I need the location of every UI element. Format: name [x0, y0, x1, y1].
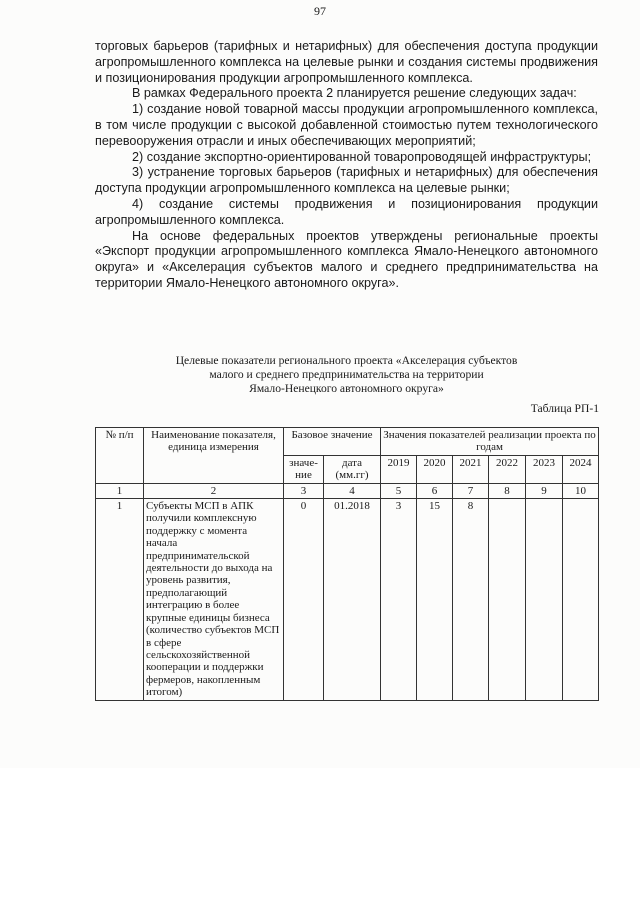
table-row	[96, 499, 599, 701]
task-item: 1) создание новой товарной массы продукции агропромышленного комплекса, в том числе продукции с высокой добавленной стоимостью путем технологического перевооружения отрасли и иных обеспечивающих мероприятий;	[95, 102, 598, 148]
year-value: 8	[453, 499, 489, 701]
caption-line: Целевые показатели регионального проекта «Акселерация субъектов	[175, 354, 518, 367]
header-year: 2024	[563, 455, 599, 483]
year-value: 3	[381, 499, 417, 701]
paragraph: На основе федеральных проектов утверждены региональные проекты «Экспорт продукции агропромышленного комплекса Ямало-Ненецкого автономного округа» и «Акселерация субъектов малого и среднего предпринимательства на территории Ямало-Ненецкого автономного округа».	[95, 228, 598, 290]
header-year: 2021	[453, 455, 489, 483]
table-header-row	[96, 428, 599, 456]
header-name: Наименование показателя, единица измерения	[144, 428, 284, 484]
year-value	[563, 499, 599, 701]
paragraph: торговых барьеров (тарифных и нетарифных) для обеспечения доступа продукции агропромышленного комплекса на целевые рынки и создания системы продвижения и позиционирования продукции агропромышленного комплекса.	[95, 39, 598, 85]
column-number: 6	[417, 483, 453, 498]
column-number: 7	[453, 483, 489, 498]
header-year: 2023	[526, 455, 563, 483]
header-year: 2019	[381, 455, 417, 483]
header-year: 2022	[489, 455, 526, 483]
column-number: 2	[144, 483, 284, 498]
year-value	[526, 499, 563, 701]
column-number: 5	[381, 483, 417, 498]
table-caption	[95, 354, 598, 397]
column-number: 4	[324, 483, 381, 498]
row-num: 1	[96, 499, 144, 701]
column-number: 1	[96, 483, 144, 498]
column-number: 9	[526, 483, 563, 498]
task-item: 4) создание системы продвижения и позиционирования продукции агропромышленного комплекса.	[95, 196, 598, 227]
column-numbers-row	[96, 483, 599, 498]
column-number: 3	[284, 483, 324, 498]
base-date: 01.2018	[324, 499, 381, 701]
header-num: № п/п	[96, 428, 144, 484]
header-value: значе-ние	[284, 455, 324, 483]
column-number: 8	[489, 483, 526, 498]
task-item: 2) создание экспортно-ориентированной товаропроводящей инфраструктуры;	[132, 149, 592, 164]
indicators-table	[95, 427, 599, 701]
task-item: 3) устранение торговых барьеров (тарифных и нетарифных) для обеспечения доступа продукции агропромышленного комплекса на целевые рынки;	[95, 165, 598, 196]
indicator-name: Субъекты МСП в АПК получили комплексную поддержку с момента начала предпринимательской деятельности до выхода на уровень развития, предполагающий интеграцию в более крупные единицы бизнеса (количество субъектов МСП в сфере сельскохозяйственной кооперации и поддержки фермеров, накопленным итогом)	[144, 499, 284, 701]
year-value: 15	[417, 499, 453, 701]
header-base: Базовое значение	[284, 428, 381, 456]
header-year: 2020	[417, 455, 453, 483]
page-number: 97	[314, 4, 326, 18]
table-label: Таблица РП-1	[530, 402, 599, 415]
paragraph: В рамках Федерального проекта 2 планируется решение следующих задач:	[132, 86, 577, 101]
body-text	[95, 39, 598, 292]
column-number: 10	[563, 483, 599, 498]
header-date: дата (мм.гг)	[324, 455, 381, 483]
year-value	[489, 499, 526, 701]
header-values: Значения показателей реализации проекта по годам	[381, 428, 599, 456]
caption-line: малого и среднего предпринимательства на территории	[209, 368, 484, 382]
base-value: 0	[284, 499, 324, 701]
caption-line: Ямало-Ненецкого автономного округа»	[249, 382, 444, 396]
